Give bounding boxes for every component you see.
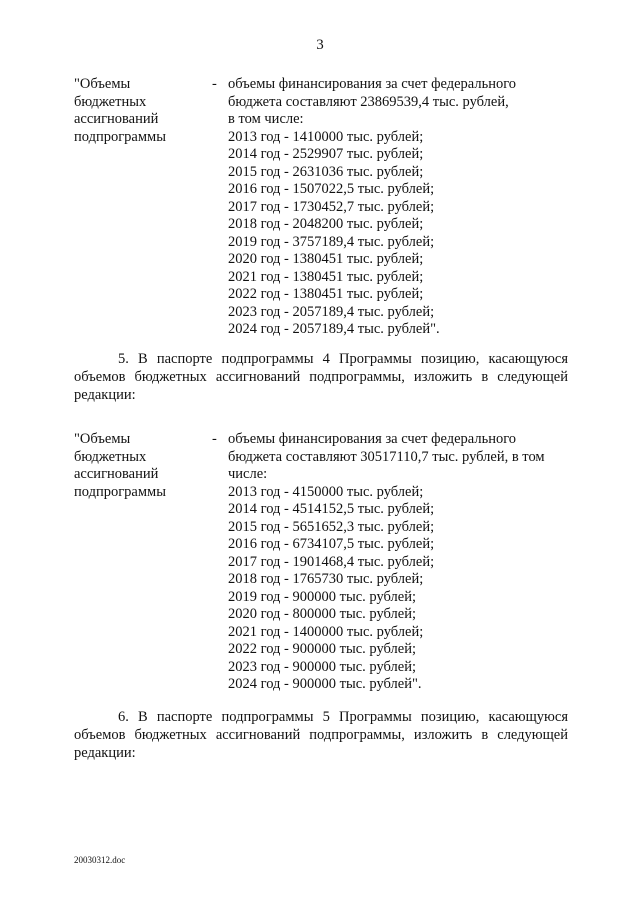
content-line: в том числе: <box>228 111 304 127</box>
block-2-content <box>228 431 568 694</box>
budget-block-2 <box>74 431 568 701</box>
year-line: 2022 год - 1380451 тыс. рублей; <box>228 286 424 302</box>
label-line: бюджетных <box>74 93 147 110</box>
content-line: объемы финансирования за счет федерального <box>228 431 517 447</box>
paragraph-6 <box>74 708 568 762</box>
year-line: 2014 год - 4514152,5 тыс. рублей; <box>228 501 435 517</box>
block-2-dash: - <box>212 431 217 447</box>
year-line: 2022 год - 900000 тыс. рублей; <box>228 641 416 657</box>
label-line: подпрограммы <box>74 128 166 145</box>
year-line: 2015 год - 2631036 тыс. рублей; <box>228 163 424 180</box>
year-line: 2018 год - 2048200 тыс. рублей; <box>228 216 424 232</box>
year-line: 2021 год - 1400000 тыс. рублей; <box>228 623 424 640</box>
paragraph-5 <box>74 350 568 404</box>
year-line: 2015 год - 5651652,3 тыс. рублей; <box>228 518 435 535</box>
year-line: 2013 год - 4150000 тыс. рублей; <box>228 483 424 500</box>
content-line: числе: <box>228 466 268 482</box>
paragraph-line: редакции: <box>74 745 136 761</box>
paragraph-line: объемов бюджетных ассигнований подпрограммы, изложить в следующей <box>74 727 568 743</box>
paragraph-line: 6. В паспорте подпрограммы 5 Программы позицию, касающуюся <box>118 709 568 725</box>
year-line: 2014 год - 2529907 тыс. рублей; <box>228 146 424 162</box>
year-line: 2016 год - 1507022,5 тыс. рублей; <box>228 181 435 197</box>
year-line: 2023 год - 900000 тыс. рублей; <box>228 658 416 675</box>
block-1-content <box>228 76 568 339</box>
budget-block-1 <box>74 76 568 346</box>
label-line: "Объемы <box>74 431 131 447</box>
year-line: 2020 год - 800000 тыс. рублей; <box>228 606 416 622</box>
year-line: 2023 год - 2057189,4 тыс. рублей; <box>228 303 435 320</box>
year-line: 2024 год - 2057189,4 тыс. рублей". <box>228 321 440 337</box>
year-line: 2013 год - 1410000 тыс. рублей; <box>228 128 424 145</box>
year-line: 2016 год - 6734107,5 тыс. рублей; <box>228 536 435 552</box>
paragraph-line: 5. В паспорте подпрограммы 4 Программы позицию, касающуюся <box>118 351 568 367</box>
year-line: 2019 год - 3757189,4 тыс. рублей; <box>228 233 435 250</box>
content-line: бюджета составляют 23869539,4 тыс. рублей, <box>228 93 509 110</box>
block-1-dash: - <box>212 76 217 92</box>
year-line: 2020 год - 1380451 тыс. рублей; <box>228 251 424 267</box>
block-2-label <box>74 431 212 501</box>
content-line: объемы финансирования за счет федерального <box>228 76 517 92</box>
label-line: ассигнований <box>74 466 159 482</box>
label-line: бюджетных <box>74 448 147 465</box>
block-1-label <box>74 76 212 146</box>
content-line: бюджета составляют 30517110,7 тыс. рублей, в том <box>228 448 545 465</box>
year-line: 2018 год - 1765730 тыс. рублей; <box>228 571 424 587</box>
label-line: подпрограммы <box>74 483 166 500</box>
year-line: 2021 год - 1380451 тыс. рублей; <box>228 268 424 285</box>
year-line: 2024 год - 900000 тыс. рублей". <box>228 676 422 692</box>
year-line: 2017 год - 1730452,7 тыс. рублей; <box>228 198 435 215</box>
year-line: 2019 год - 900000 тыс. рублей; <box>228 588 416 605</box>
paragraph-line: объемов бюджетных ассигнований подпрограммы, изложить в следующей <box>74 369 568 385</box>
document-filename: 20030312.doc <box>74 855 126 865</box>
paragraph-line: редакции: <box>74 387 136 403</box>
label-line: ассигнований <box>74 111 159 127</box>
year-line: 2017 год - 1901468,4 тыс. рублей; <box>228 553 435 570</box>
label-line: "Объемы <box>74 76 131 92</box>
page-number: 3 <box>316 37 324 53</box>
